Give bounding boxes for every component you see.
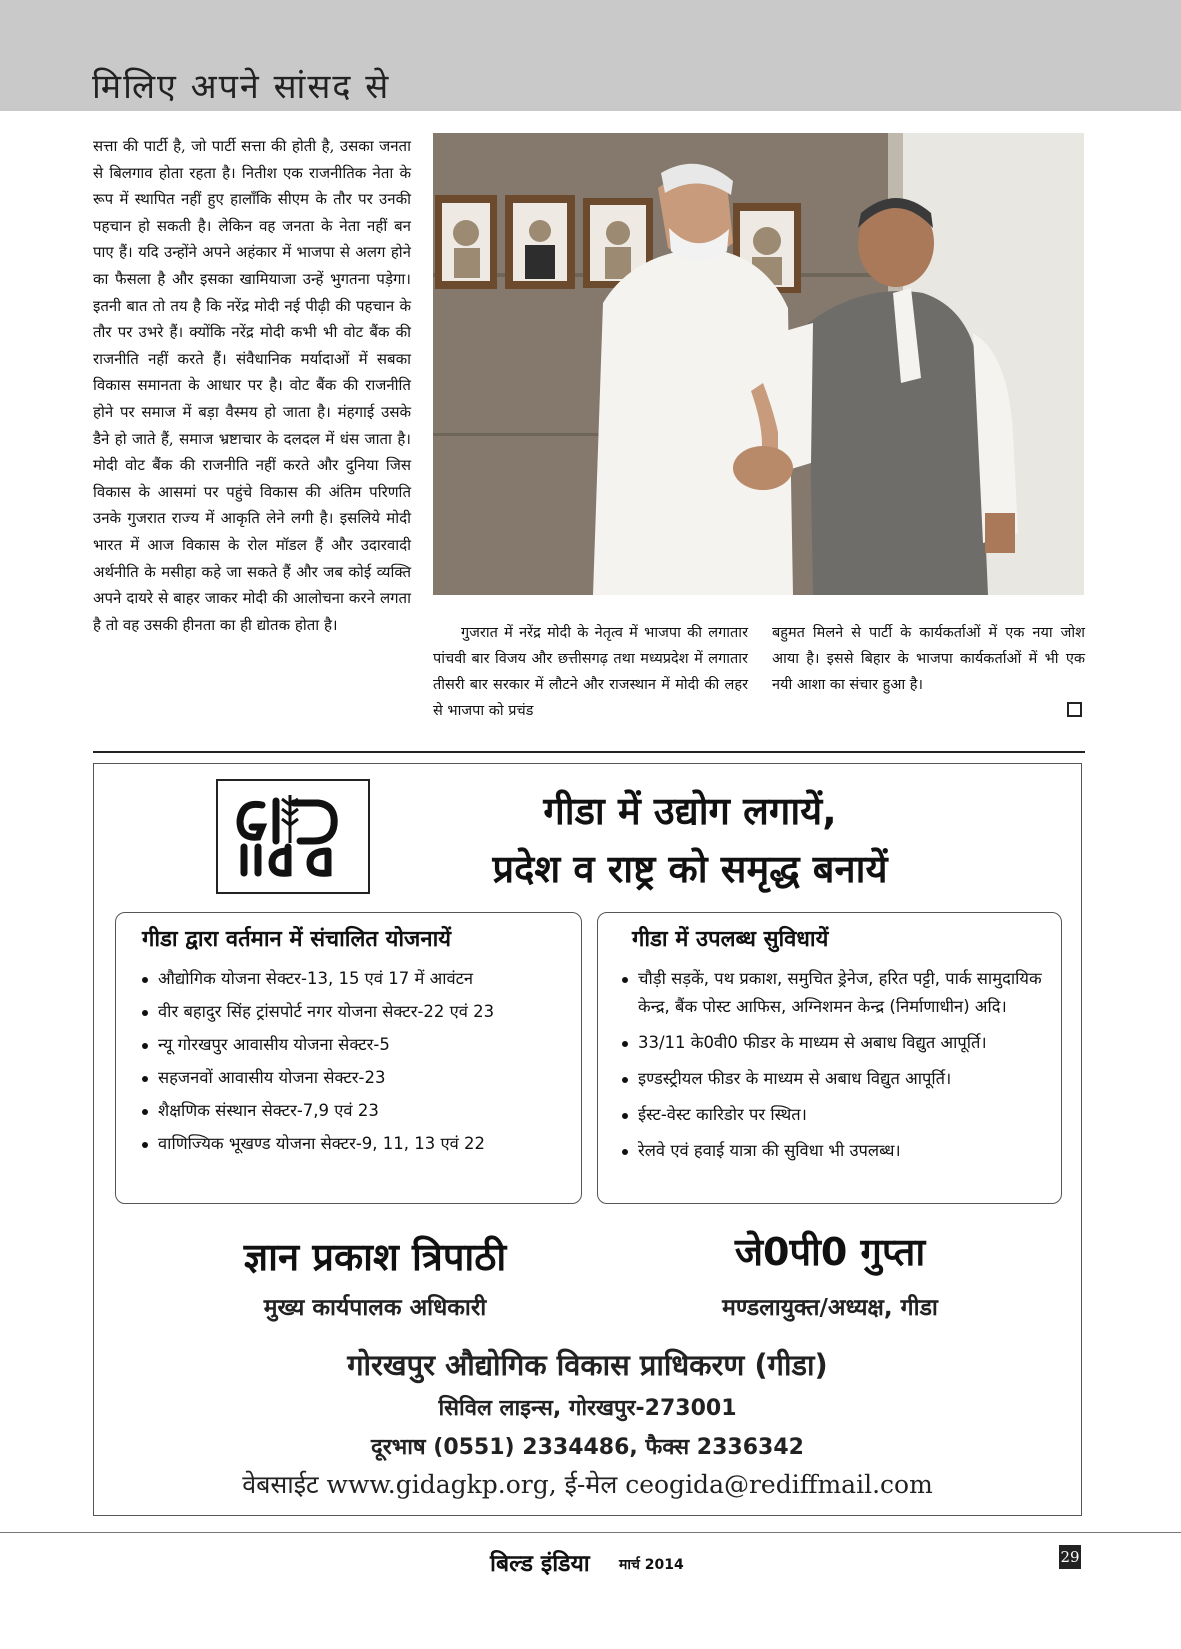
facilities-title: गीडा में उपलब्ध सुविधायें bbox=[632, 927, 829, 952]
section-divider bbox=[93, 751, 1085, 753]
facility-item: इण्डस्ट्रीयल फीडर के माध्यम से अबाध विद्युत आपूर्ति। bbox=[638, 1065, 1058, 1093]
org-address: सिविल लाइन्स, गोरखपुर-273001 bbox=[438, 1396, 737, 1421]
scheme-item: शैक्षणिक संस्थान सेक्टर-7,9 एवं 23 bbox=[158, 1097, 494, 1125]
schemes-box bbox=[115, 912, 582, 1204]
gida-logo-mark bbox=[218, 781, 368, 892]
schemes-list bbox=[136, 965, 494, 1163]
end-of-article-mark bbox=[1067, 702, 1082, 717]
org-web-email: वेबसाईट www.gidagkp.org, ई-मेल ceogida@rediffmail.com bbox=[242, 1470, 933, 1499]
issue-date: मार्च 2014 bbox=[619, 1557, 684, 1573]
photo-caption-part1: गुजरात में नरेंद्र मोदी के नेतृत्व में भाजपा की लगातार पांचवी बार विजय और छत्तीसगढ़ तथा मध्यप्रदेश में लगातार तीसरी बार सरकार में लौटने और राजस्थान में मोदी की लहर से भाजपा को प्रचंड bbox=[433, 625, 748, 719]
facilities-box bbox=[597, 912, 1062, 1204]
scheme-item: वीर बहादुर सिंह ट्रांसपोर्ट नगर योजना सेक्टर-22 एवं 23 bbox=[158, 998, 494, 1026]
org-phone: दूरभाष (0551) 2334486, फैक्स 2336342 bbox=[371, 1435, 804, 1460]
facility-item: 33/11 के0वी0 फीडर के माध्यम से अबाध विद्युत आपूर्ति। bbox=[638, 1029, 1058, 1057]
scheme-item: वाणिज्यिक भूखण्ड योजना सेक्टर-9, 11, 13 एवं 22 bbox=[158, 1130, 494, 1158]
article-photo bbox=[433, 133, 1084, 595]
org-name: गोरखपुर औद्योगिक विकास प्राधिकरण (गीडा) bbox=[347, 1348, 828, 1382]
official1-name: ज्ञान प्रकाश त्रिपाठी bbox=[243, 1235, 507, 1279]
facility-item: ईस्ट-वेस्ट कारिडोर पर स्थित। bbox=[638, 1101, 1058, 1129]
section-title: मिलिए अपने सांसद से bbox=[92, 67, 391, 107]
scheme-item: औद्योगिक योजना सेक्टर-13, 15 एवं 17 में आवंटन bbox=[158, 965, 494, 993]
official1-title: मुख्य कार्यपालक अधिकारी bbox=[263, 1295, 487, 1321]
ad-headline bbox=[390, 782, 990, 898]
official2-name: जे0पी0 गुप्ता bbox=[734, 1230, 926, 1274]
ad-headline-line1: गीडा में उद्योग लगायें, bbox=[543, 789, 837, 833]
magazine-name: बिल्ड इंडिया bbox=[490, 1551, 590, 1577]
photo-illustration bbox=[433, 133, 1084, 595]
schemes-title: गीडा द्वारा वर्तमान में संचालित योजनायें bbox=[142, 927, 452, 952]
facility-item: रेलवे एवं हवाई यात्रा की सुविधा भी उपलब्ध। bbox=[638, 1137, 1058, 1165]
article-column: सत्ता की पार्टी है, जो पार्टी सत्ता की होती है, उसका जनता से बिलगाव होता रहता है। नितीश एक राजनीतिक नेता के रूप में स्थापित नहीं हुए हालाँकि सीएम के तौर पर उनकी पहचान हो सकती है। लेकिन वह जनता के नेता नहीं बन पाए हैं। यदि उन्होंने अपने अहंकार में भाजपा से अलग होने का फैसला है और इसका खामियाजा उन्हें भुगतना पड़ेगा। इतनी बात तो तय है कि नरेंद्र मोदी नई पीढ़ी की पहचान के तौर पर उभरे हैं। क्योंकि नरेंद्र मोदी कभी भी वोट बैंक की राजनीति नहीं करते हैं। संवैधानिक मर्यादाओं में सबका विकास समानता के आधार पर है। वोट बैंक की राजनीति होने पर समाज में बड़ा वैस्मय हो जाता है। मंहगाई उसके डैने हो जाते हैं, समाज भ्रष्टाचार के दलदल में धंस जाता है। मोदी वोट बैंक की राजनीति नहीं करते और दुनिया जिस विकास के आसमां पर पहुंचे विकास की अंतिम परिणति उनके गुजरात राज्य में आकृति लेने लगी है। इसलिये मोदी भारत में आज विकास के रोल मॉडल हैं और उदारवादी अर्थनीति के मसीहा कहे जा सकते हैं और जब कोई व्यक्ति अपने दायरे से बाहर जाकर मोदी की आलोचना करने लगता है तो वह उसकी हीनता का ही द्योतक होता है। bbox=[93, 137, 411, 634]
ad-headline-line2: प्रदेश व राष्ट्र को समृद्ध बनायें bbox=[492, 847, 888, 891]
scheme-item: सहजनवों आवासीय योजना सेक्टर-23 bbox=[158, 1064, 494, 1092]
scheme-item: न्यू गोरखपुर आवासीय योजना सेक्टर-5 bbox=[158, 1031, 494, 1059]
gida-logo bbox=[216, 779, 370, 894]
footer-divider bbox=[0, 1532, 1181, 1533]
facility-item: चौड़ी सड़कें, पथ प्रकाश, समुचित ड्रेनेज, हरित पट्टी, पार्क सामुदायिक केन्द्र, बैंक पोस्ट आफिस, अग्निशमन केन्द्र (निर्माणाधीन) अदि। bbox=[638, 965, 1058, 1021]
page-number: 29 bbox=[1059, 1545, 1081, 1569]
photo-caption-part2: बहुमत मिलने से पार्टी के कार्यकर्ताओं में एक नया जोश आया है। इससे बिहार के भाजपा कार्यकर्ताओं में भी एक नयी आशा का संचार हुआ है। bbox=[772, 625, 1085, 693]
page-header bbox=[0, 0, 1181, 111]
facilities-list bbox=[616, 965, 1058, 1173]
official2-title: मण्डलायुक्त/अध्यक्ष, गीडा bbox=[722, 1295, 938, 1321]
